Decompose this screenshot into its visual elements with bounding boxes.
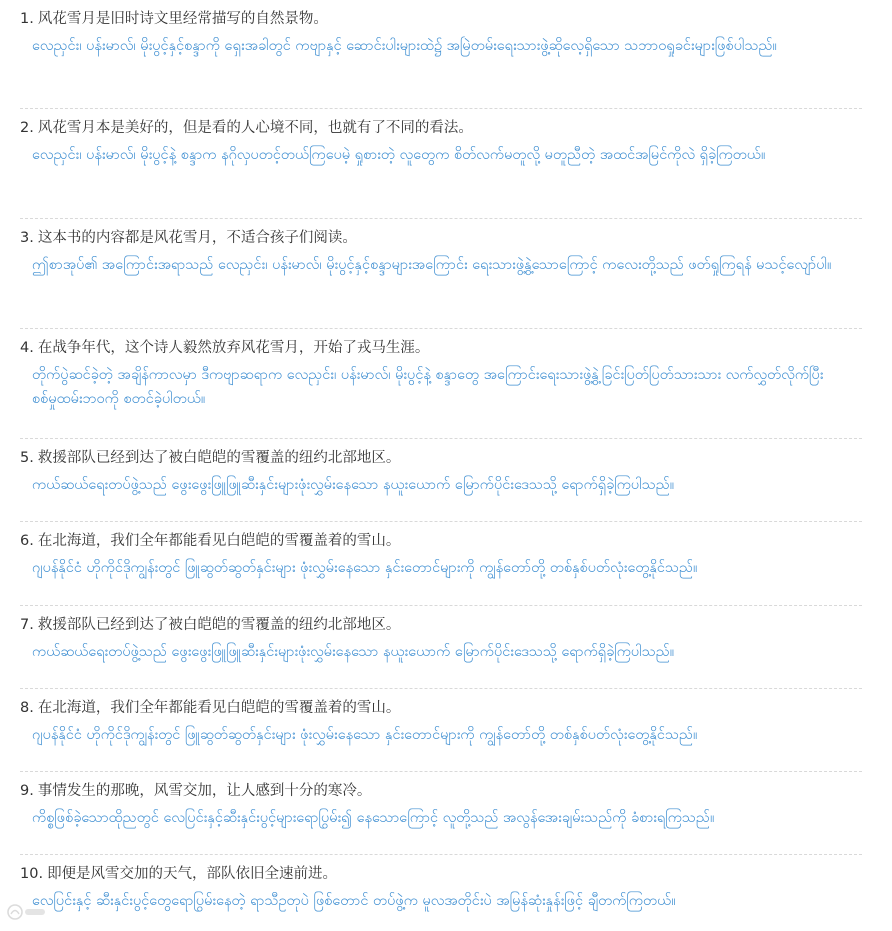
myanmar-translation: လေပြင်းနှင့် ဆီးနှင်းပွင့်တွေရောပြွမ်းနေတဲ့ ရာသီဥတုပဲ ဖြစ်တောင် တပ်ဖွဲ့က မူလအတိုင်းပဲ အမြန်ဆုံးနှုန်းဖြင့် ချီတက်ကြတယ်။: [32, 893, 676, 909]
myanmar-translation: ဂျပန်နိုင်ငံ ဟိုကိုင်ဒိုကျွန်းတွင် ဖြူဆွတ်ဆွတ်နှင်းများ ဖုံးလွှမ်းနေသော နှင်းတောင်များကို ကျွန်တော်တို့ တစ်နှစ်ပတ်လုံးတွေ့နိုင်သည်။: [32, 560, 698, 576]
chinese-sentence: [20, 855, 862, 885]
chinese-sentence: [20, 606, 862, 636]
list-item: [20, 855, 862, 931]
entry-number: 10.: [20, 866, 44, 882]
chinese-text: 在北海道，我们全年都能看见白皑皑的雪覆盖着的雪山。: [37, 700, 401, 716]
chinese-text: 即便是风雪交加的天气，部队依旧全速前进。: [47, 866, 338, 882]
myanmar-translation: ကိစ္စဖြစ်ခဲ့သောထိုညတွင် လေပြင်းနှင့်ဆီးနှင်းပွင့်များရောပြွမ်း၍ နေသောကြောင့် လူတို့သည် အလွန်အေးချမ်းသည်ကို ခံစားရကြသည်။: [32, 810, 715, 826]
chinese-sentence: [20, 109, 862, 139]
chinese-sentence: [20, 522, 862, 552]
chinese-sentence: [20, 219, 862, 249]
chinese-text: 救援部队已经到达了被白皑皑的雪覆盖的纽约北部地区。: [37, 450, 401, 466]
list-item: [20, 606, 862, 689]
chinese-text: 救援部队已经到达了被白皑皑的雪覆盖的纽约北部地区。: [37, 617, 401, 633]
entry-number: 3.: [20, 230, 34, 246]
chinese-text: 风花雪月本是美好的，但是看的人心境不同，也就有了不同的看法。: [37, 120, 473, 136]
entry-number: 7.: [20, 617, 34, 633]
myanmar-translation: ဂျပန်နိုင်ငံ ဟိုကိုင်ဒိုကျွန်းတွင် ဖြူဆွတ်ဆွတ်နှင်းများ ဖုံးလွှမ်းနေသော နှင်းတောင်များကို ကျွန်တော်တို့ တစ်နှစ်ပတ်လုံးတွေ့နိုင်သည်။: [32, 727, 698, 743]
chinese-sentence: [20, 329, 862, 359]
list-item: [20, 0, 862, 109]
myanmar-translation: ကယ်ဆယ်ရေးတပ်ဖွဲ့သည် ဖွေးဖွေးဖြူဖြူဆီးနှင်းများဖုံးလွှမ်းနေသော နယူးယောက် မြောက်ပိုင်းဒေသသို့ ရောက်ရှိခဲ့ကြပါသည်။: [32, 644, 675, 660]
myanmar-translation: တိုက်ပွဲဆင်ခဲ့တဲ့ အချိန်ကာလမှာ ဒီကဗျာဆရာက လေညှင်း၊ ပန်းမာလ်၊ မိုးပွင့်နဲ့ စန္ဒာတွေ အကြောင်းရေးသားဖွဲ့နွဲ့ခြင်းပြတ်ပြတ်သားသား လက်လွှတ်လိုက်ပြီး စစ်မှုထမ်းဘဝကို စတင်ခဲ့ပါတယ်။: [32, 367, 824, 407]
chinese-sentence: [20, 772, 862, 802]
entry-number: 8.: [20, 700, 34, 716]
list-item: [20, 439, 862, 522]
chinese-text: 在战争年代，这个诗人毅然放弃风花雪月，开始了戎马生涯。: [37, 340, 430, 356]
chinese-sentence: [20, 0, 862, 30]
list-item: [20, 329, 862, 439]
myanmar-translation: လေညှင်း၊ ပန်းမာလ်၊ မိုးပွင့်နဲ့ စန္ဒာက နဂိုလှပတင့်တယ်ကြပေမဲ့ ရှုစားတဲ့ လူတွေက စိတ်လက်မတူလို့ မတူညီတဲ့ အထင်အမြင်ကိုလဲ ရှိခဲ့ကြတယ်။: [32, 147, 766, 163]
chinese-text: 事情发生的那晚，风雪交加，让人感到十分的寒冷。: [37, 783, 372, 799]
myanmar-translation: ဤစာအုပ်၏ အကြောင်းအရာသည် လေညှင်း၊ ပန်းမာလ်၊ မိုးပွင့်နှင့်စန္ဒာများအကြောင်း ရေးသားဖွဲ့နွဲ့သောကြောင့် ကလေးတို့သည် ဖတ်ရှုကြရန် မသင့်လျော်ပါ။: [32, 257, 832, 273]
myanmar-translation: လေညှင်း၊ ပန်းမာလ်၊ မိုးပွင့်နှင့်စန္ဒာကို ရှေးအခါတွင် ကဗျာနှင့် ဆောင်းပါးများထဲ၌ အမြဲတမ်းရေးသားဖွဲ့ဆိုလေ့ရှိသော သဘာဝရှုခင်းများဖြစ်ပါသည်။: [32, 38, 777, 54]
list-item: [20, 772, 862, 855]
list-item: [20, 689, 862, 772]
entry-number: 4.: [20, 340, 34, 356]
list-item: [20, 219, 862, 329]
list-item: [20, 109, 862, 219]
chinese-sentence: [20, 689, 862, 719]
entry-number: 5.: [20, 450, 34, 466]
list-item: [20, 522, 862, 606]
chinese-text: 这本书的内容都是风花雪月，不适合孩子们阅读。: [37, 230, 357, 246]
myanmar-translation: ကယ်ဆယ်ရေးတပ်ဖွဲ့သည် ဖွေးဖွေးဖြူဖြူဆီးနှင်းများဖုံးလွှမ်းနေသော နယူးယောက် မြောက်ပိုင်းဒေသသို့ ရောက်ရှိခဲ့ကြပါသည်။: [32, 477, 675, 493]
chinese-sentence: [20, 439, 862, 469]
site-logo-icon: [6, 903, 48, 921]
entry-number: 6.: [20, 533, 34, 549]
entry-number: 1.: [20, 11, 34, 27]
entry-number: 2.: [20, 120, 34, 136]
chinese-text: 风花雪月是旧时诗文里经常描写的自然景物。: [37, 11, 328, 27]
chinese-text: 在北海道，我们全年都能看见白皑皑的雪覆盖着的雪山。: [37, 533, 401, 549]
entry-number: 9.: [20, 783, 34, 799]
